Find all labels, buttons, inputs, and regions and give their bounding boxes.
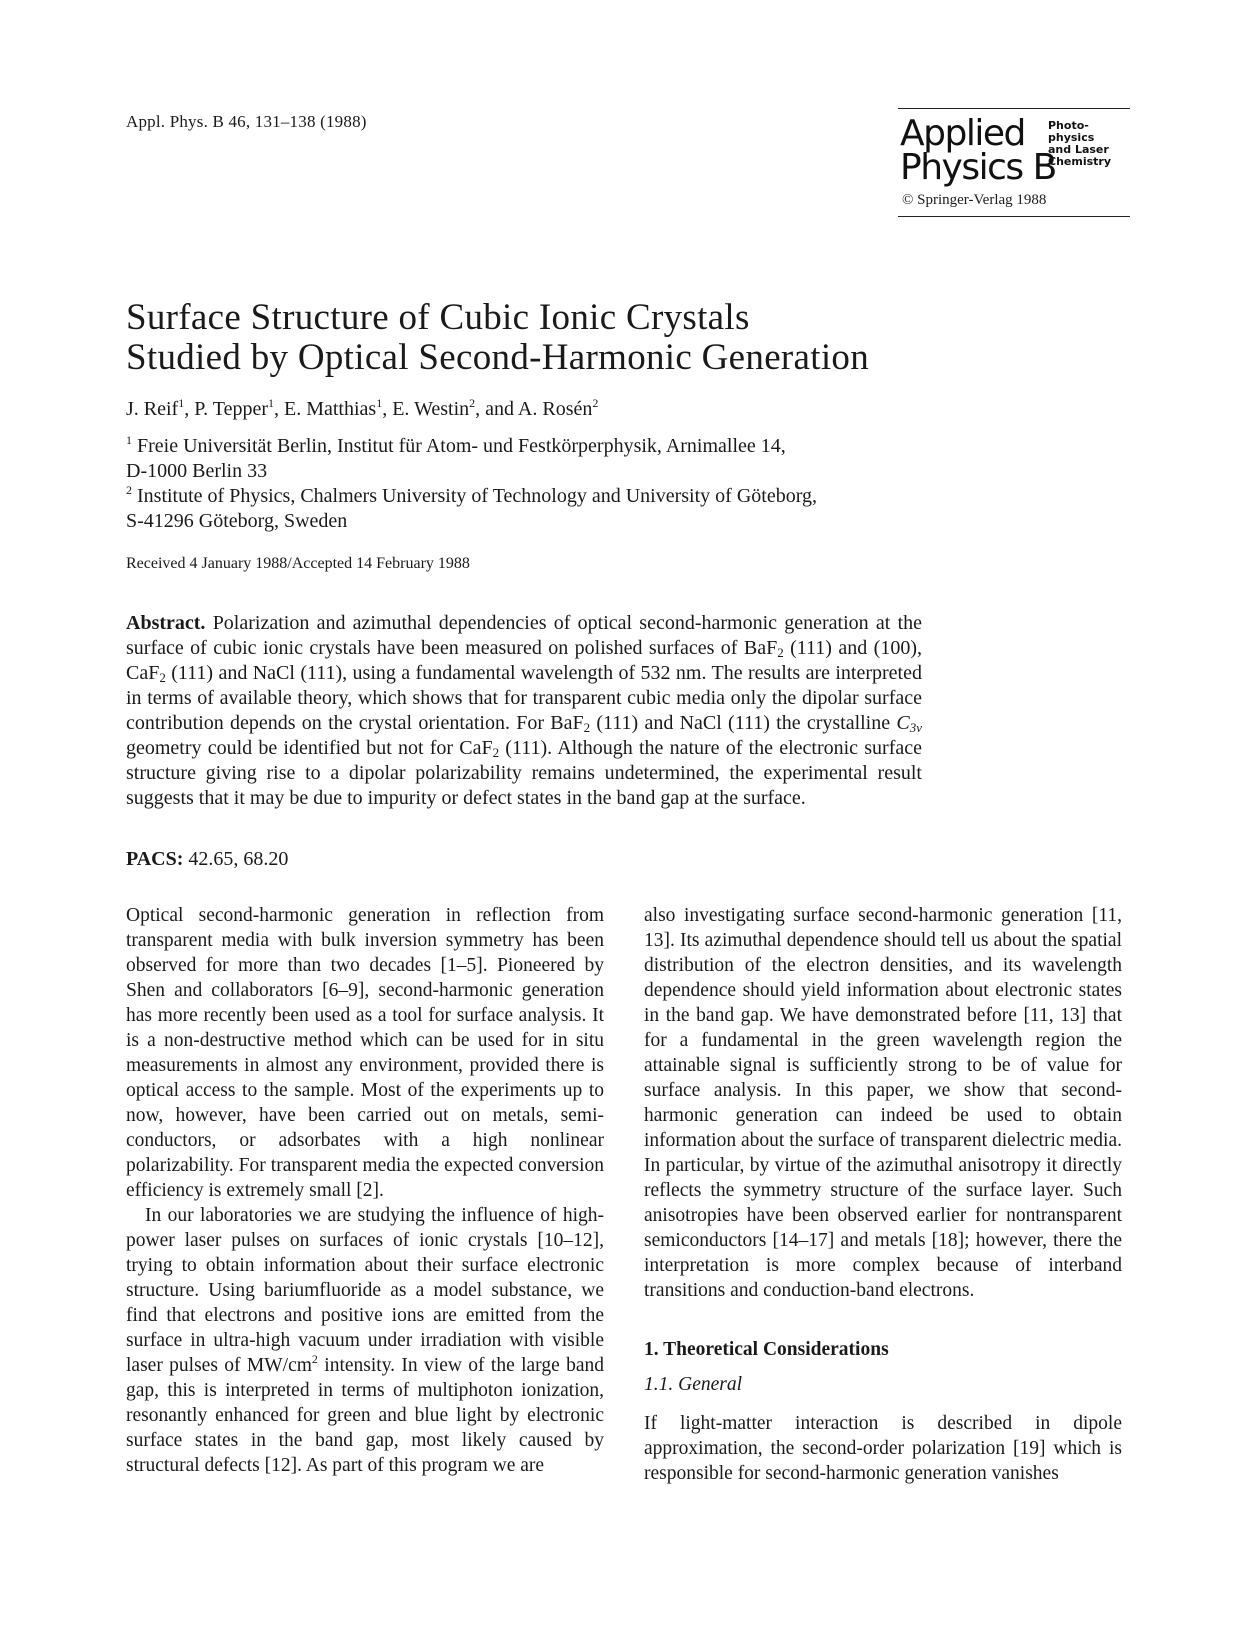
author-separator: , bbox=[184, 398, 195, 420]
logo-side-line: Photo- bbox=[1048, 119, 1089, 132]
subscript: 2 bbox=[492, 745, 500, 760]
logo-word-applied: Applied bbox=[900, 113, 1025, 154]
affiliation-2 bbox=[126, 484, 817, 534]
subscript bbox=[910, 720, 922, 735]
logo-word-physics-b: Physics B bbox=[900, 147, 1056, 188]
title-line: Surface Structure of Cubic Ionic Crystals bbox=[126, 297, 750, 338]
affiliation-text: S-41296 Göteborg, Sweden bbox=[126, 510, 348, 532]
symmetry-subscript: 3v bbox=[909, 720, 923, 735]
author-name: A. Rosén bbox=[517, 398, 593, 420]
logo-top-rule bbox=[898, 108, 1130, 109]
abstract-text: (111) and (100), CaF bbox=[126, 637, 922, 684]
section-heading: 1. Theoretical Considerations bbox=[644, 1339, 889, 1360]
journal-citation: Appl. Phys. B 46, 131–138 (1988) bbox=[126, 112, 367, 131]
affiliation-1 bbox=[126, 434, 786, 484]
received-dates: Received 4 January 1988/Accepted 14 February 1988 bbox=[126, 555, 470, 572]
body-column-left bbox=[126, 903, 604, 1478]
abstract bbox=[126, 611, 922, 811]
author-name: E. Matthias bbox=[284, 398, 377, 420]
logo-side-line: Chemistry bbox=[1048, 155, 1111, 168]
affiliation-text: Freie Universität Berlin, Institut für Atom- und Festkörperphysik, Arnimallee 14, bbox=[137, 435, 786, 457]
author-name: P. Tepper bbox=[194, 398, 268, 420]
subsection-heading: 1.1. General bbox=[644, 1374, 743, 1395]
author-separator: , bbox=[274, 398, 284, 420]
author-list bbox=[126, 398, 598, 421]
title-line: Studied by Optical Second-Harmonic Generation bbox=[126, 337, 870, 378]
affiliation-mark: 2 bbox=[592, 396, 599, 410]
paragraph-text: In our laboratories we are studying the influence of high-power laser pulses on surfaces of ionic crystals [10–12], trying to obtain information about their surface electronic structure. Using bariumfluoride as a model substance, we find that electrons and positive ions are emitted from the surface in ultra-high vacuum under irradiation with visible laser pulses of MW/cm bbox=[126, 1205, 604, 1376]
subscript: 2 bbox=[583, 720, 591, 735]
affiliation-mark: 1 bbox=[268, 396, 274, 410]
pacs-label: PACS: bbox=[126, 848, 184, 870]
abstract-text: Polarization and azimuthal dependencies of optical second-harmonic generation at the surface of cubic ionic crystals have been measured on polished surfaces of BaF bbox=[126, 612, 923, 659]
abstract-text: (111) and NaCl (111) the crystalline bbox=[590, 712, 897, 734]
symmetry-symbol: C bbox=[896, 712, 910, 734]
body-paragraph: Optical second-harmonic generation in reflection from transparent media with bulk inversion symmetry has been observed for more than two decades [1–5]. Pioneered by Shen and collaborators [6–9], second-harmonic generation has more recently been used as a tool for surface analysis. It is a non-destructive method which can be used for in situ measurements in almost any environment, provided there is optical access to the sample. Most of the experiments up to now, however, have been carried out on metals, semi-conductors, or adsorbates with a high nonlinear polarizability. For transparent media the expected conversion efficiency is extremely small [2]. bbox=[126, 905, 604, 1201]
body-paragraph bbox=[126, 1203, 604, 1478]
body-paragraph: also investigating surface second-harmonic generation [11, 13]. Its azimuthal dependence should tell us about the spatial distribution of the electron densities, and its wavelength dependence should yield information about electronic states in the band gap. We have demonstrated before [11, 13] that for a fundamental in the green wavelength region the attainable signal is sufficiently strong to be of value for surface analysis. In this paper, we show that second-harmonic generation can indeed be used to obtain information about the surface of transparent dielectric media. In particular, by virtue of the azimuthal anisotropy it directly reflects the symmetry structure of the surface layer. Such anisotropies have been observed earlier for nontransparent semiconductors [14–17] and metals [18]; however, there the interpretation is more complex because of interband transitions and conduction-band electrons. bbox=[644, 905, 1122, 1301]
paragraph-text: intensity. In view of the large band gap, this is interpreted in terms of multiphoton ionization, resonantly enhanced for green and blue light by electronic surface states in the band gap, most likely caused by structural defects [12]. As part of this program we are bbox=[126, 1355, 604, 1476]
abstract-text: (111) and NaCl (111), using a fundamental wavelength of 532 nm. The results are interpreted in terms of available theory, which shows that for transparent cubic media only the dipolar surface contribution depends on the crystal orientation. For BaF bbox=[126, 662, 922, 734]
abstract-text: (111). Although the nature of the electronic surface structure giving rise to a dipolar polarizability remains undetermined, the experimental result suggests that it may be due to impurity or defect states in the band gap at the surface. bbox=[126, 737, 922, 809]
subscript: 2 bbox=[777, 645, 784, 660]
logo-bottom-rule bbox=[898, 216, 1130, 217]
author-name: E. Westin bbox=[392, 398, 470, 420]
abstract-text: geometry could be identified but not for CaF bbox=[126, 737, 493, 759]
body-column-right bbox=[644, 903, 1122, 1486]
affiliation-mark: 1 bbox=[178, 396, 185, 410]
body-paragraph: If light-matter interaction is described in dipole approximation, the second-order polarization [19] which is responsible for second-harmonic generation vanishes bbox=[644, 1413, 1122, 1484]
pacs-line bbox=[126, 848, 288, 871]
author-separator: , bbox=[382, 398, 393, 420]
affiliation-mark: 2 bbox=[469, 396, 476, 410]
abstract-label: Abstract. bbox=[126, 612, 206, 634]
logo-side-line: physics bbox=[1048, 131, 1095, 144]
affiliation-number: 1 bbox=[126, 433, 132, 447]
copyright: © Springer-Verlag 1988 bbox=[902, 192, 1047, 208]
paper-title bbox=[126, 298, 869, 378]
superscript: 2 bbox=[311, 1352, 318, 1366]
subscript: 2 bbox=[159, 670, 166, 685]
author-separator: , and bbox=[475, 398, 518, 420]
affiliation-number: 2 bbox=[126, 483, 132, 497]
logo-side-text bbox=[1048, 120, 1128, 168]
pacs-value: 42.65, 68.20 bbox=[188, 848, 289, 870]
affiliation-text: Institute of Physics, Chalmers University of Technology and University of Göteborg, bbox=[137, 485, 817, 507]
affiliation-mark: 1 bbox=[376, 396, 383, 410]
author-name: J. Reif bbox=[126, 398, 179, 420]
logo-side-line: and Laser bbox=[1048, 143, 1109, 156]
affiliation-text: D-1000 Berlin 33 bbox=[126, 460, 268, 482]
